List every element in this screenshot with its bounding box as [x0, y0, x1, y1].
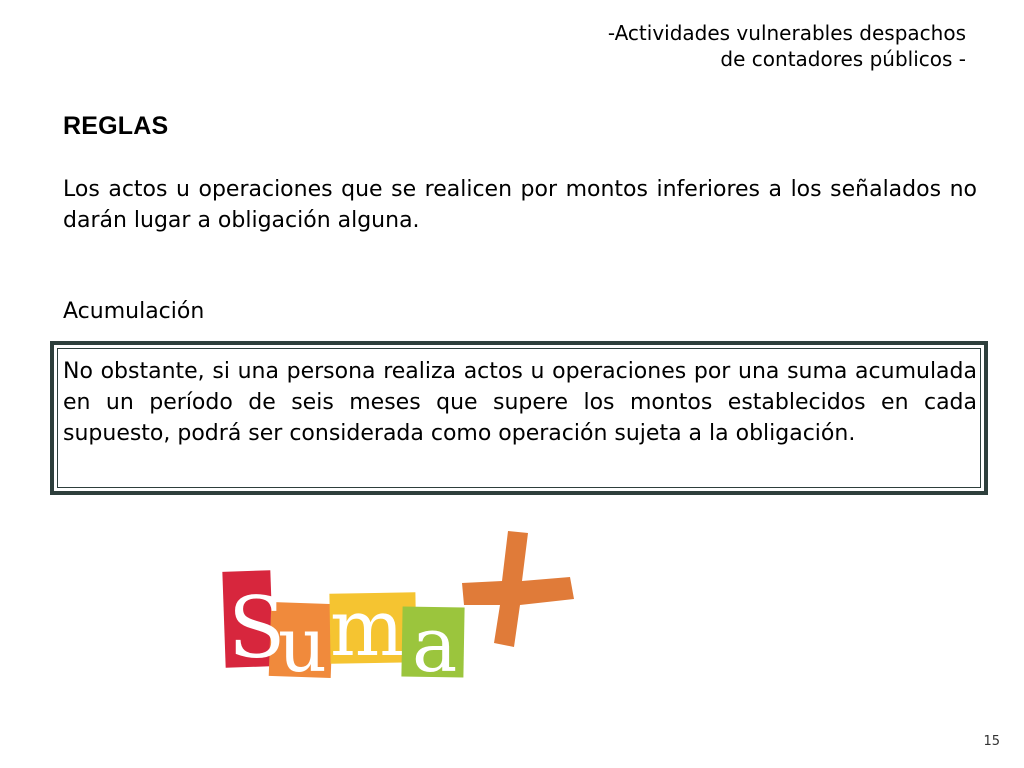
header-line-2: de contadores públicos - — [720, 47, 966, 71]
logo-letter-m: m — [330, 584, 404, 674]
slide-header — [608, 20, 966, 72]
slide-number: 15 — [983, 734, 1000, 749]
section-title: REGLAS — [63, 112, 169, 140]
subheading-acumulacion: Acumulación — [63, 299, 205, 324]
logo-letter-a: a — [412, 600, 458, 685]
logo-letter-u: u — [278, 600, 327, 685]
header-line-1: -Actividades vulnerables despachos — [607, 21, 966, 45]
rule-paragraph: Los actos u operaciones que se realicen por montos inferiores a los señalados no darán lugar a obligación alguna. — [63, 177, 977, 233]
suma-plus-logo — [218, 525, 588, 685]
accumulation-paragraph: No obstante, si una persona realiza actos u operaciones por una suma acumulada en un período de seis meses que supere los montos establecidos en cada supuesto, podrá ser considerada como operación sujeta a la obligación. — [63, 359, 977, 446]
plus-icon — [462, 531, 574, 647]
logo-letter-s: S — [228, 579, 286, 677]
